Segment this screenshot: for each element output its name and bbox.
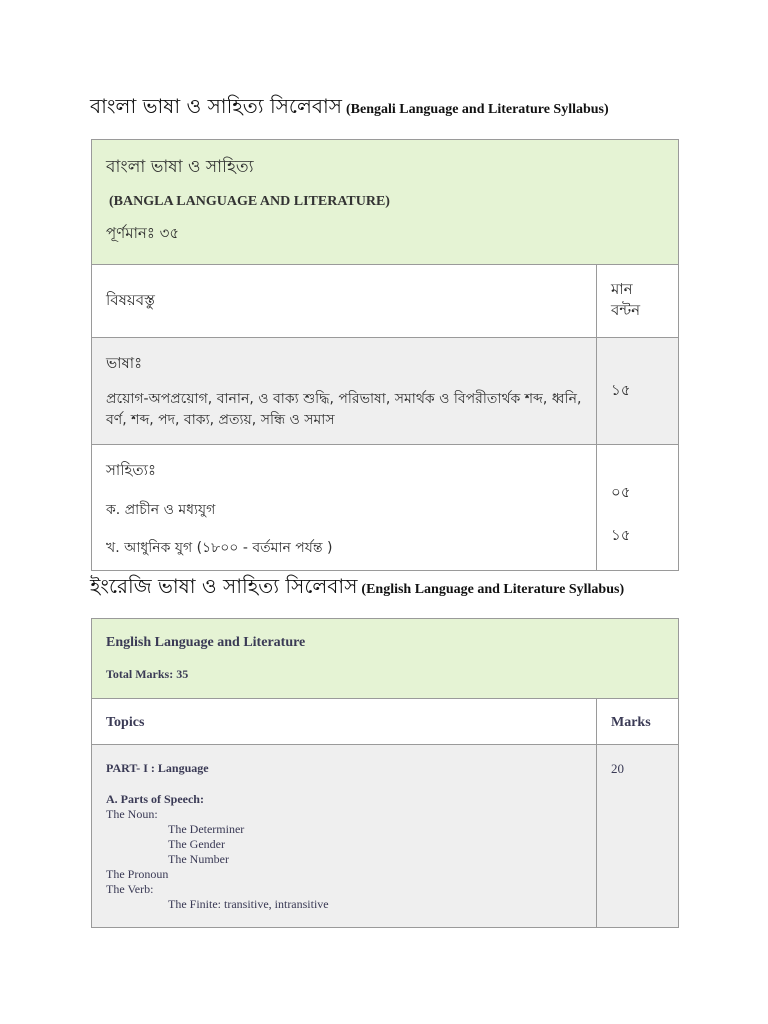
- total-marks: পূর্ণমানঃ ৩৫: [106, 224, 180, 242]
- column-header-topic: [92, 265, 597, 338]
- heading-bangla-text: বাংলা ভাষা ও সাহিত্য সিলেবাস: [90, 94, 342, 118]
- literature-title: সাহিত্যঃ: [106, 461, 157, 479]
- column-header-topic: [92, 699, 597, 745]
- column-header-marks: [597, 699, 679, 745]
- pronoun-label: The Pronoun: [106, 867, 169, 881]
- parts-of-speech-heading: A. Parts of Speech:: [106, 792, 204, 806]
- language-marks-cell: [597, 338, 679, 445]
- table-header-cell: [92, 619, 679, 699]
- subject-title: English Language and Literature: [106, 635, 306, 650]
- literature-marks-a: ০৫: [611, 483, 631, 501]
- part1-title: PART- I : Language: [106, 761, 209, 775]
- table-column-header-row: [92, 265, 679, 338]
- literature-marks-cell: [597, 445, 679, 571]
- column-topic-label: বিষয়বস্তু: [106, 290, 155, 309]
- table-row-part1: [92, 745, 679, 928]
- table-header-row: [92, 619, 679, 699]
- language-content: প্রয়োগ-অপপ্রয়োগ, বানান, ও বাক্য শুদ্ধি, পরিভাষা, সমার্থক ও বিপরীতার্থক শব্দ, ধ্বনি, বর্ণ, শব্দ, পদ, বাক্য, প্রত্যয়, সন্ধি ও সমাস: [106, 391, 582, 428]
- language-topic-cell: [92, 338, 597, 445]
- english-syllabus-table: [91, 618, 679, 928]
- literature-item-b: খ. আধুনিক যুগ (১৮০০ - বর্তমান পর্যন্ত ): [106, 540, 333, 556]
- literature-topic-cell: [92, 445, 597, 571]
- column-marks-label-line1: মান: [611, 280, 633, 298]
- table-header-row: [92, 140, 679, 265]
- subject-title: বাংলা ভাষা ও সাহিত্য: [106, 157, 254, 177]
- column-marks-label: Marks: [611, 714, 651, 730]
- heading-bangla-text: ইংরেজি ভাষা ও সাহিত্য সিলেবাস: [90, 574, 358, 598]
- language-title: ভাষাঃ: [106, 354, 143, 372]
- table-header-cell: [92, 140, 679, 265]
- total-marks: Total Marks: 35: [106, 667, 189, 681]
- column-topic-label: Topics: [106, 714, 145, 730]
- noun-item-gender: The Gender: [168, 837, 225, 851]
- subject-subtitle: (BANGLA LANGUAGE AND LITERATURE): [109, 194, 390, 209]
- table-row-literature: [92, 445, 679, 571]
- table-column-header-row: [92, 699, 679, 745]
- table-row-language: [92, 338, 679, 445]
- english-syllabus-heading: [90, 572, 624, 605]
- heading-english-text: (Bengali Language and Literature Syllabus): [346, 102, 609, 117]
- verb-label: The Verb:: [106, 882, 154, 896]
- noun-label: The Noun:: [106, 807, 158, 821]
- bangla-syllabus-heading: [90, 92, 609, 125]
- language-marks: ১৫: [611, 380, 631, 399]
- part1-marks-cell: [597, 745, 679, 928]
- heading-english-text: (English Language and Literature Syllabus): [361, 582, 625, 597]
- literature-item-a: ক. প্রাচীন ও মধ্যযুগ: [106, 502, 216, 518]
- noun-item-determiner: The Determiner: [168, 822, 245, 836]
- column-marks-label-line2: বন্টন: [611, 301, 641, 319]
- literature-marks-b: ১৫: [611, 526, 631, 544]
- part1-topic-cell: [92, 745, 597, 928]
- verb-item-finite: The Finite: transitive, intransitive: [168, 897, 329, 911]
- bangla-syllabus-table: [91, 139, 679, 571]
- noun-item-number: The Number: [168, 852, 229, 866]
- column-header-marks: [597, 265, 679, 338]
- part1-marks: 20: [611, 761, 624, 776]
